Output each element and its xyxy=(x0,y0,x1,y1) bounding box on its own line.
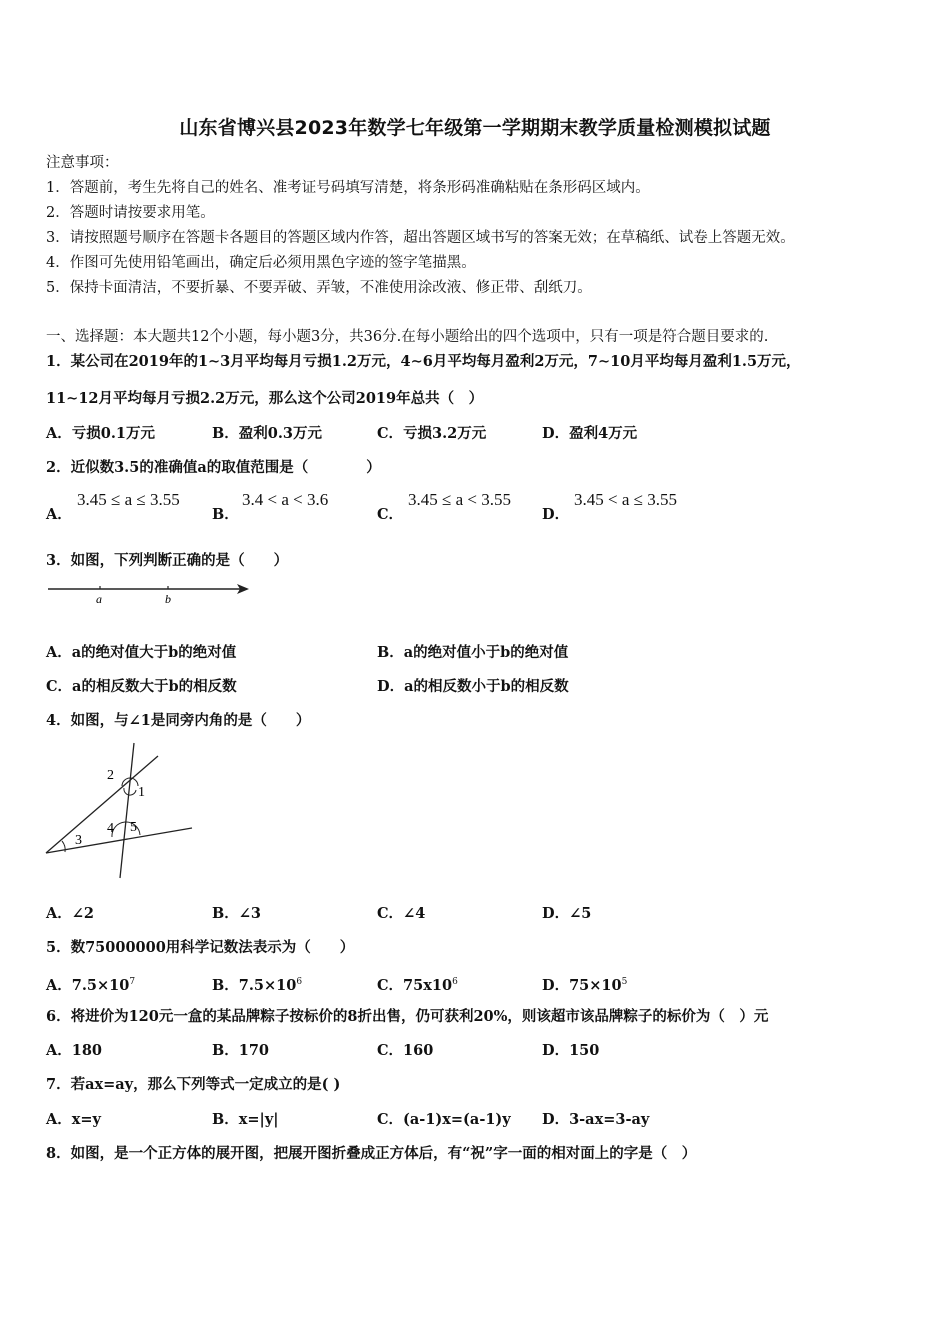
q3-option-b[interactable] xyxy=(377,643,568,663)
section-heading: 一、选择题：本大题共12个小题，每小题3分，共36分.在每小题给出的四个选项中，只有一项是符合题目要求的. xyxy=(46,329,769,345)
q1-option-b[interactable]: B．盈利0.3万元 xyxy=(212,425,322,442)
q3-option-c[interactable] xyxy=(46,677,237,697)
notice-item: 4．作图可先使用铅笔画出，确定后必须用黑色字迹的签字笔描黑。 xyxy=(46,255,476,271)
q7-option-a[interactable]: A．x=y xyxy=(46,1111,101,1128)
q2-option-d-label[interactable]: D． xyxy=(542,506,570,523)
notice-heading: 注意事项： xyxy=(46,155,119,171)
q5-option-b[interactable] xyxy=(212,972,302,996)
question-2-stem: 2．近似数3.5的准确值a的取值范围是（ ） xyxy=(46,459,381,476)
q3-option-d-label: D． xyxy=(377,678,405,695)
notice-item: 1．答题前，考生先将自己的姓名、准考证号码填写清楚，将条形码准确粘贴在条形码区域内。 xyxy=(46,180,650,196)
q5-option-b-label: B． xyxy=(212,977,239,994)
q6-option-c[interactable]: C．160 xyxy=(377,1042,434,1059)
exam-title: 山东省博兴县2023年数学七年级第一学期期末教学质量检测模拟试题 xyxy=(179,117,771,139)
q4-option-c[interactable]: C．∠4 xyxy=(377,905,426,922)
q5-option-d-exponent: 5 xyxy=(621,977,628,987)
point-a-label: a xyxy=(96,592,102,606)
q5-option-c[interactable] xyxy=(377,972,458,996)
notice-item: 3．请按照题号顺序在答题卡各题目的答题区域内作答，超出答题区域书写的答案无效；在草稿纸、试卷上答题无效。 xyxy=(46,230,795,246)
q3-option-d-text: a的相反数小于b的相反数 xyxy=(404,678,569,695)
q1-option-c[interactable]: C．亏损3.2万元 xyxy=(377,425,487,442)
q3-option-c-text: a的相反数大于b的相反数 xyxy=(72,678,237,695)
q4-option-d[interactable]: D．∠5 xyxy=(542,905,592,922)
angle-5-label: 5 xyxy=(130,820,137,835)
q3-option-c-label: C． xyxy=(46,678,73,695)
q2-option-b-expr[interactable]: 3.4 < a < 3.6 xyxy=(242,490,329,509)
q4-option-a[interactable]: A．∠2 xyxy=(46,905,94,922)
q5-option-d[interactable] xyxy=(542,972,627,996)
q2-option-d-expr[interactable]: 3.45 < a ≤ 3.55 xyxy=(574,490,677,509)
q3-option-d[interactable] xyxy=(377,677,569,697)
q2-option-a-expr[interactable]: 3.45 ≤ a ≤ 3.55 xyxy=(77,490,180,509)
question-1-line-2: 11∼12月平均每月亏损2.2万元，那么这个公司2019年总共（ ） xyxy=(46,390,484,407)
q5-option-b-exponent: 6 xyxy=(296,977,303,987)
q5-option-c-exponent: 6 xyxy=(452,977,458,987)
q5-option-d-label: D． xyxy=(542,977,570,994)
q3-option-b-label: B． xyxy=(377,644,404,661)
q7-option-c[interactable]: C．(a-1)x=(a-1)y xyxy=(377,1111,511,1128)
question-8-stem: 8．如图，是一个正方体的展开图，把展开图折叠成正方体后，有“祝”字一面的相对面上的字是（ ） xyxy=(46,1145,697,1162)
question-6-stem: 6．将进价为120元一盒的某品牌粽子按标价的8折出售，仍可获利20%，则该超市该品牌粽子的标价为（ ）元 xyxy=(46,1008,769,1025)
angle-3-label: 3 xyxy=(75,833,82,848)
q2-option-c-label[interactable]: C． xyxy=(377,506,404,523)
q3-option-a-text: a的绝对值大于b的绝对值 xyxy=(71,644,237,661)
angle-1-arc xyxy=(124,788,136,795)
q5-option-a[interactable] xyxy=(46,972,135,996)
notice-item: 2．答题时请按要求用笔。 xyxy=(46,205,215,221)
q4-option-b[interactable]: B．∠3 xyxy=(212,905,261,922)
angles-figure xyxy=(40,738,200,883)
question-1-line-1: 1．某公司在2019年的1∼3月平均每月亏损1.2万元，4∼6月平均每月盈利2万元，7∼10月平均每月盈利1.5万元， xyxy=(46,353,801,370)
q5-option-d-base: 75×10 xyxy=(569,977,622,994)
question-3-stem: 3．如图，下列判断正确的是（ ） xyxy=(46,552,289,569)
transversal-line-2 xyxy=(120,743,134,878)
q6-option-d[interactable]: D．150 xyxy=(542,1042,600,1059)
angle-1-label: 1 xyxy=(138,785,145,800)
q2-option-a-label[interactable]: A． xyxy=(46,506,72,523)
angle-2-label: 2 xyxy=(107,768,114,783)
q5-option-a-label: A． xyxy=(46,977,72,994)
q6-option-b[interactable]: B．170 xyxy=(212,1042,270,1059)
q5-option-a-base: 7.5×10 xyxy=(71,977,130,994)
q6-option-a[interactable]: A．180 xyxy=(46,1042,103,1059)
q1-option-a[interactable]: A．亏损0.1万元 xyxy=(46,425,155,442)
q1-option-d[interactable]: D．盈利4万元 xyxy=(542,425,638,442)
question-5-stem: 5．数75000000用科学记数法表示为（ ） xyxy=(46,939,355,956)
base-line xyxy=(46,828,192,853)
point-b-label: b xyxy=(165,592,171,606)
notice-item: 5．保持卡面清洁，不要折暴、不要弄破、弄皱，不准使用涂改液、修正带、刮纸刀。 xyxy=(46,280,592,296)
q2-option-b-label[interactable]: B． xyxy=(212,506,239,523)
q5-option-c-base: 75x10 xyxy=(403,977,453,994)
q5-option-c-label: C． xyxy=(377,977,404,994)
q3-option-a-label: A． xyxy=(46,644,72,661)
q3-option-b-text: a的绝对值小于b的绝对值 xyxy=(403,644,569,661)
q7-option-d[interactable]: D．3-ax=3-ay xyxy=(542,1111,650,1128)
angle-4-label: 4 xyxy=(107,821,114,836)
q5-option-a-exponent: 7 xyxy=(129,977,136,987)
q5-option-b-base: 7.5×10 xyxy=(238,977,297,994)
question-7-stem: 7．若ax=ay，那么下列等式一定成立的是( ) xyxy=(46,1076,341,1093)
q3-option-a[interactable] xyxy=(46,643,236,663)
number-line-figure xyxy=(44,578,254,606)
question-4-stem: 4．如图，与∠1是同旁内角的是（ ） xyxy=(46,712,311,729)
q2-option-c-expr[interactable]: 3.45 ≤ a < 3.55 xyxy=(408,490,511,509)
q7-option-b[interactable]: B．x=|y| xyxy=(212,1111,279,1128)
transversal-line-1 xyxy=(46,756,158,853)
